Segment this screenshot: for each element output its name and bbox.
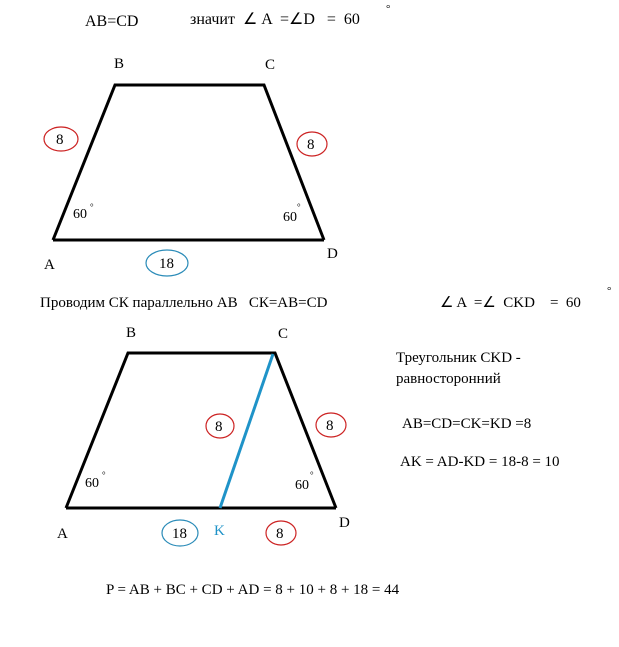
note-line-2: равносторонний	[396, 371, 501, 387]
bottom-angle-a: 60	[85, 476, 99, 491]
top-angle-d-degree: °	[297, 202, 301, 212]
top-angle-a-degree: °	[90, 202, 94, 212]
top-angle-d: 60	[283, 210, 297, 225]
bottom-angle-a-degree: °	[102, 470, 106, 480]
note-line-1: Треугольник CKD -	[396, 350, 521, 366]
bottom-vertex-a: A	[57, 526, 68, 542]
bottom-side-cd-label: 8	[326, 418, 334, 434]
segment-ck	[220, 354, 273, 508]
header-left: AB=CD	[85, 13, 139, 30]
construction-degree: °	[607, 285, 612, 297]
equation-sides: AB=CD=CK=KD =8	[402, 416, 532, 432]
top-vertex-a: A	[44, 257, 55, 273]
top-vertex-c: C	[265, 57, 276, 73]
bottom-angle-d-degree: °	[310, 470, 314, 480]
perimeter-formula: P = AB + BC + CD + AD = 8 + 10 + 8 + 18 = 44	[106, 582, 400, 598]
bottom-vertex-c: C	[278, 326, 289, 342]
header-degree: °	[386, 3, 391, 15]
top-side-cd-label: 8	[307, 137, 315, 153]
top-vertex-b: B	[114, 56, 125, 72]
bottom-base-kd-label: 8	[276, 526, 284, 542]
top-angle-a: 60	[73, 207, 87, 222]
bottom-vertex-k: K	[214, 523, 225, 539]
top-vertex-d: D	[327, 246, 338, 262]
bottom-base-ak-label: 18	[172, 526, 187, 542]
top-base-label: 18	[159, 256, 174, 272]
equation-ak: AK = AD-KD = 18-8 = 10	[400, 454, 560, 470]
construction-angle: ∠ A =∠ CKD = 60	[440, 295, 581, 311]
bottom-side-ck-label: 8	[215, 419, 223, 435]
header-right: значит ∠ A =∠D = 60	[190, 11, 360, 28]
top-side-ab-label: 8	[56, 132, 64, 148]
bottom-angle-d: 60	[295, 478, 309, 493]
bottom-vertex-b: B	[126, 325, 137, 341]
construction-text: Проводим СК параллельно АВ СК=АВ=CD	[40, 295, 328, 311]
bottom-vertex-d: D	[339, 515, 350, 531]
